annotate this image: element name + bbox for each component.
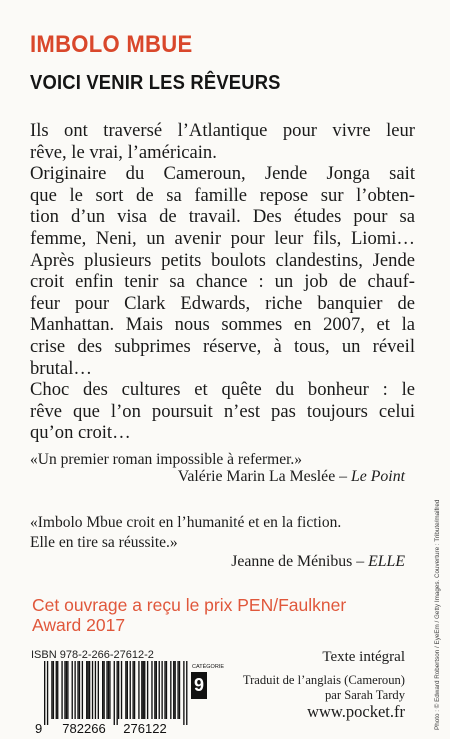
press-quote-1-attribution	[178, 468, 405, 486]
integral-text-label: Texte intégral	[322, 649, 405, 665]
barcode-bar	[161, 661, 162, 719]
blurb-line: qu’on croit…	[30, 422, 131, 444]
barcode-bar	[77, 661, 78, 719]
quote-source: ELLE	[368, 553, 405, 570]
barcode-bar	[82, 661, 83, 719]
barcode-bar	[164, 661, 165, 719]
barcode-bar	[67, 661, 68, 719]
blurb-line: feur pour Clark Edwards, riche banquier de	[30, 292, 415, 314]
blurb-line: Originaire du Cameroun, Jende Jonga sait	[30, 163, 415, 185]
barcode-bar	[61, 661, 62, 719]
quote-line: Elle en tire sa réussite.»	[30, 534, 178, 551]
barcode-bar	[154, 661, 155, 719]
publisher-website: www.pocket.fr	[307, 702, 405, 721]
barcode-bar	[159, 661, 160, 719]
barcode-bar	[51, 661, 52, 719]
blurb-line: rêve que l’on poursuit n’est pas toujours celui	[30, 400, 415, 422]
barcode-bar	[117, 661, 118, 725]
blurb-line: tion d’un visa de travail. Des études pour sa	[30, 206, 415, 228]
barcode-bar	[170, 661, 171, 719]
blurb-line: femme, Neni, un avenir pour leur fils, Liomi…	[30, 227, 415, 249]
barcode-bar	[74, 661, 75, 719]
blurb-line: que le sort de sa famille repose sur l’obten-	[30, 184, 415, 206]
barcode-bar	[98, 661, 99, 719]
barcode-bar	[179, 661, 180, 719]
barcode-bar	[57, 661, 58, 719]
barcode-bar	[186, 661, 187, 725]
press-quote-2	[30, 513, 341, 553]
barcode-bar	[118, 661, 119, 719]
quote-line: «Imbolo Mbue croit en l’humanité et en la fiction.	[30, 514, 342, 531]
barcode-bar	[125, 661, 126, 719]
blurb-line: rêve, le vrai, l’américain.	[30, 141, 217, 163]
blurb-line: Choc des cultures et quête du bonheur : le	[30, 379, 415, 401]
barcode-bar	[66, 661, 67, 719]
barcode-bar	[44, 661, 45, 725]
barcode-digit-lead: 9	[35, 721, 43, 736]
book-title: VOICI VENIR LES RÊVEURS	[30, 72, 281, 94]
blurb-line: Ils ont traversé l’Atlantique pour vivre leur	[30, 120, 415, 141]
blurb-line: Manhattan. Mais nous sommes en 2007, et la	[30, 314, 415, 336]
barcode-bar	[134, 661, 135, 719]
prize-notice	[32, 595, 346, 635]
barcode-bar	[79, 661, 80, 719]
barcode-bar	[177, 661, 178, 719]
barcode-bar	[173, 661, 174, 719]
barcode-bar	[144, 661, 145, 719]
blurb-line: croit enfin tenir sa chance : un job de chauf-	[30, 271, 415, 293]
barcode-bar	[114, 661, 115, 725]
translation-credit	[243, 673, 405, 702]
barcode-bar	[64, 661, 65, 719]
prize-line: Cet ouvrage a reçu le prix PEN/Faulkner	[32, 595, 347, 615]
barcode-bar	[102, 661, 103, 719]
isbn: ISBN 978-2-266-27612-2	[31, 649, 154, 661]
barcode-bar	[88, 661, 89, 719]
barcode-bar	[56, 661, 57, 719]
barcode-bar	[175, 661, 176, 719]
barcode-digits-right: 276122	[123, 721, 167, 736]
quote-source: Le Point	[351, 468, 405, 485]
category-label: CATÉGORIE	[192, 664, 224, 670]
barcode-bar	[86, 661, 87, 719]
barcode-bar	[166, 661, 167, 719]
barcode-digits-left: 782266	[62, 721, 106, 736]
press-quote-2-attribution	[231, 553, 405, 571]
barcode-bar	[53, 661, 54, 719]
barcode-bar	[95, 661, 96, 719]
blurb-line: brutal…	[30, 357, 92, 379]
translation-line: Traduit de l’anglais (Cameroun)	[242, 673, 405, 687]
category-badge: 9	[191, 672, 207, 699]
blurb-line: crise des subprimes réserve, à tous, un réveil	[30, 335, 415, 357]
barcode-bar	[143, 661, 144, 719]
press-quote-1: «Un premier roman impossible à refermer.»	[30, 451, 303, 468]
barcode-bar	[147, 661, 148, 719]
barcode-bar	[132, 661, 133, 719]
barcode-bar	[72, 661, 73, 719]
prize-line: Award 2017	[32, 615, 126, 635]
barcode-bar	[141, 661, 142, 719]
barcode-bar	[138, 661, 139, 719]
quote-author: Jeanne de Ménibus –	[231, 553, 369, 570]
barcode-bar	[92, 661, 93, 719]
barcode-bar	[121, 661, 122, 719]
barcode-bar	[127, 661, 128, 719]
barcode-bar	[108, 661, 109, 719]
barcode-bar	[103, 661, 104, 719]
photo-credit: Photo : © Edward Robertson / EyeEm / Getty Images. Couverture : Tribute/maifred	[434, 499, 441, 730]
barcode-bar	[89, 661, 90, 719]
barcode-bar	[151, 661, 152, 719]
quote-author: Valérie Marin La Meslée –	[177, 468, 352, 485]
barcode-bar	[106, 661, 107, 719]
barcode	[30, 661, 190, 736]
barcode-bar	[183, 661, 184, 725]
author-name: IMBOLO MBUE	[30, 31, 193, 58]
barcode-bar	[47, 661, 48, 725]
barcode-bar	[156, 661, 157, 719]
translation-line: par Sarah Tardy	[324, 687, 405, 702]
blurb-line: Après plusieurs petits boulots clandestins, Jende	[30, 249, 415, 271]
blurb	[30, 120, 415, 444]
barcode-bars	[44, 661, 187, 725]
barcode-bar	[109, 661, 110, 719]
barcode-bar	[130, 661, 131, 719]
